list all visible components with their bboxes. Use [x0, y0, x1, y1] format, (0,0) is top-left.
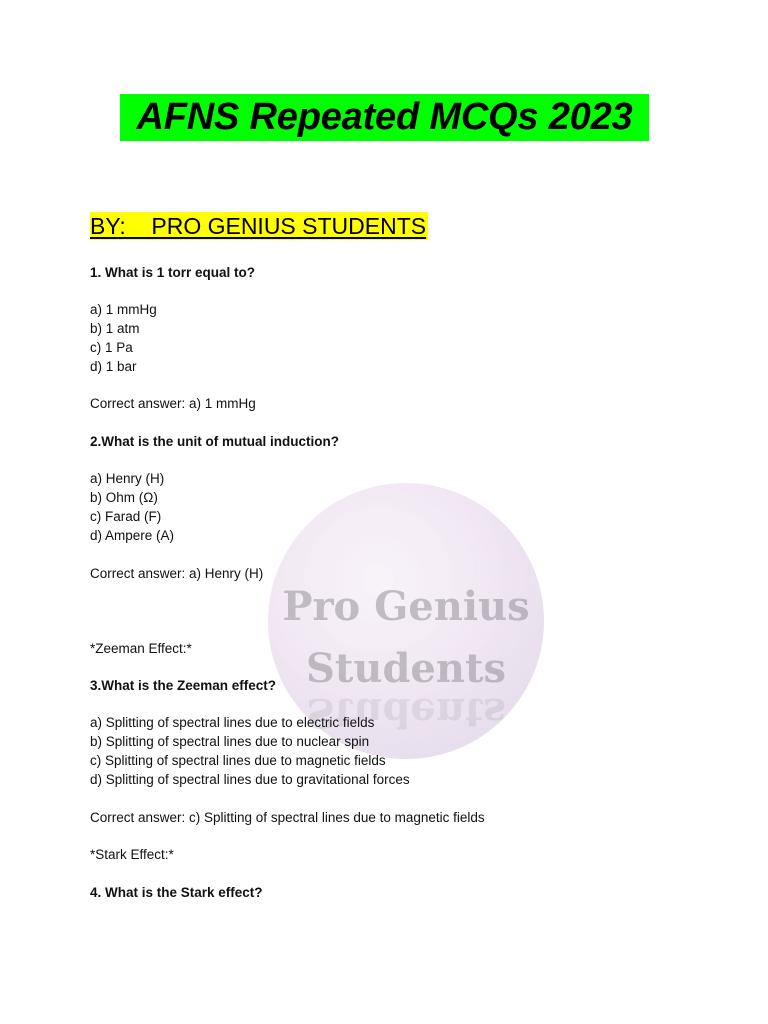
q2-option-b: b) Ohm (Ω) [90, 490, 158, 505]
q1-correct-answer: Correct answer: a) 1 mmHg [90, 396, 256, 411]
question-1: 1. What is 1 torr equal to? [90, 265, 256, 280]
watermark-text-line1: Pro Genius [282, 583, 530, 630]
stark-heading: *Stark Effect:* [90, 847, 174, 862]
q2-option-c: c) Farad (F) [90, 509, 162, 524]
author-byline: BY: PRO GENIUS STUDENTS [90, 213, 427, 239]
q1-option-d: d) 1 bar [90, 359, 137, 374]
q2-option-d: d) Ampere (A) [90, 528, 175, 543]
question-3: 3.What is the Zeeman effect? [90, 678, 277, 693]
q3-option-c: c) Splitting of spectral lines due to magnetic fields [90, 753, 386, 768]
q1-option-c: c) 1 Pa [90, 340, 133, 355]
q3-option-a: a) Splitting of spectral lines due to electric fields [90, 715, 375, 730]
title-highlight [120, 94, 649, 141]
question-4: 4. What is the Stark effect? [90, 885, 263, 900]
q2-correct-answer: Correct answer: a) Henry (H) [90, 566, 264, 581]
q1-option-a: a) 1 mmHg [90, 302, 157, 317]
q3-correct-answer: Correct answer: c) Splitting of spectral lines due to magnetic fields [90, 810, 485, 825]
watermark-reflection: Students [306, 689, 506, 736]
q3-option-b: b) Splitting of spectral lines due to nuclear spin [90, 734, 370, 749]
zeeman-heading: *Zeeman Effect:* [90, 641, 192, 656]
q1-option-b: b) 1 atm [90, 321, 140, 336]
q3-option-d: d) Splitting of spectral lines due to gravitational forces [90, 772, 410, 787]
document-title: AFNS Repeated MCQs 2023 [136, 96, 633, 138]
q2-option-a: a) Henry (H) [90, 471, 165, 486]
question-2: 2.What is the unit of mutual induction? [90, 434, 339, 449]
watermark-text-line2: Students [306, 645, 506, 692]
